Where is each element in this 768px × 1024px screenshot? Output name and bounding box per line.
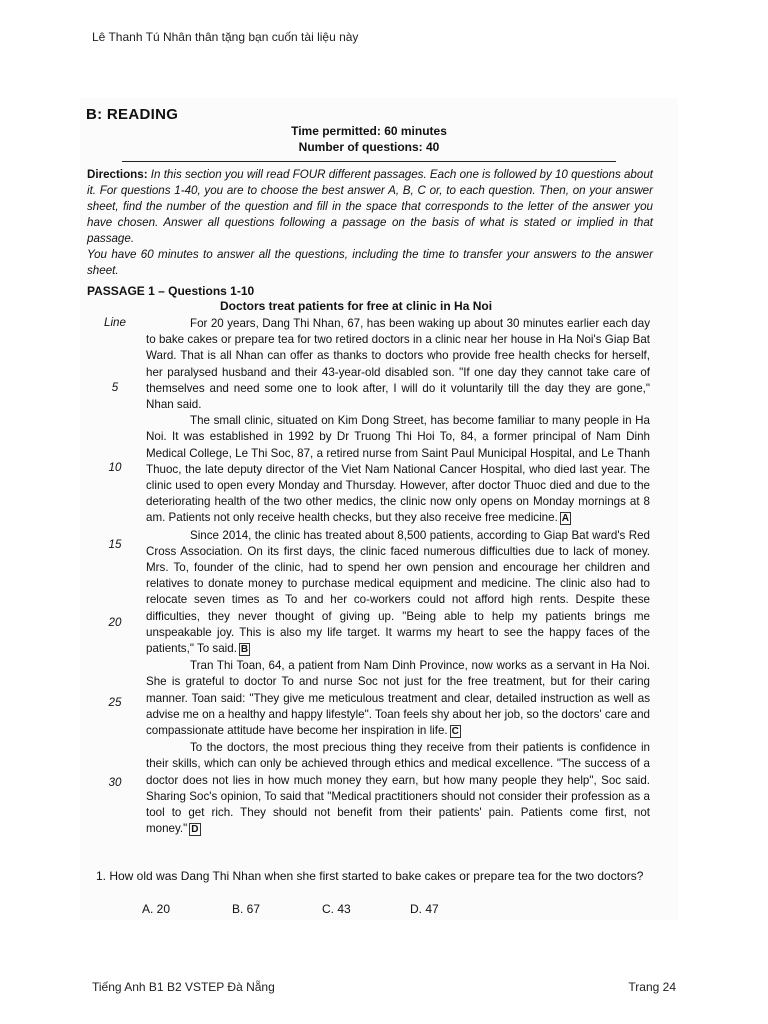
paragraph [146, 528, 650, 659]
option-a[interactable]: A. 20 [142, 902, 171, 916]
question-1: 1. How old was Dang Thi Nhan when she first started to bake cakes or prepare tea for the two doctors? [96, 869, 644, 883]
section-title: B: READING [86, 106, 179, 123]
paragraph [146, 316, 650, 413]
directions-time-note: You have 60 minutes to answer all the questions, including the time to transfer your answers to the answer sheet. [87, 248, 653, 277]
line-number-20: 20 [108, 616, 122, 629]
page-header-credit: Lê Thanh Tú Nhân thân tặng bạn cuốn tài liệu này [92, 30, 359, 44]
option-c[interactable]: C. 43 [322, 902, 351, 916]
question-count: Number of questions: 40 [298, 140, 440, 154]
paragraph [146, 658, 650, 740]
directions-block [87, 167, 653, 279]
passage-heading: PASSAGE 1 – Questions 1-10 [87, 284, 255, 298]
directions-text: In this section you will read FOUR different passages. Each one is followed by 10 questions about it. For questions 1-40, you are to choose the best answer A, B, C or, to each question. Then, on your answer sheet, find the number of the question and fill in the space that corresponds to the letter of the answer you have chosen. Answer all questions following a passage on the basis of what is stated or implied in that passage. [87, 168, 653, 245]
paragraph-text: The small clinic, situated on Kim Dong Street, has become familiar to many people in Ha Noi. It was established in 1992 by Dr Truong Thi Hoi To, 84, a former principal of Nam Dinh Medical College, Le Thi Soc, 87, a retired nurse from Saint Paul Municipal Hospital, and Le Thanh Thuoc, the late deputy director of the Viet Nam National Cancer Hospital, who died last year. The clinic used to open every Monday and Thursday. However, after doctor Thuoc died and due to the deteriorating health of the two other medics, the clinic now only opens on Monday mornings at 8 am. Patients not only receive health checks, but they also receive free medicine. [146, 414, 650, 525]
paragraph-text: Since 2014, the clinic has treated about 8,500 patients, according to Giap Bat ward's Red Cross Association. On its first days, the clinic faced numerous difficulties due to lack of money. Mrs. To, founder of the clinic, had to spend her own pension and encourage her children and relatives to donate money to purchase medical equipment and medicine. The clinic also had to relocate seven times as To and her co-workers could not afford high rents. Despite these difficulties, they never thought of giving up. "Being able to help my patients brings me unspeakable joy. This is also my life target. It warms my heart to see the happy faces of the patients," To said. [146, 528, 650, 656]
divider [122, 161, 616, 162]
insert-marker-d: D [191, 824, 199, 836]
paragraph-text: To the doctors, the most precious thing they receive from their patients is confidence in their skills, which can only be achieved through ethics and medical excellence. "The success of a doctor does not lies in how much money they earn, but how many people they help", Soc said. Sharing Soc's opinion, To said that "Medical practitioners should not consider their profession as a tool to get rich. They should not benefit from their patients' pain. Patients come first, not money." [146, 741, 650, 836]
page-number: Trang 24 [628, 980, 676, 994]
line-number-5: 5 [111, 381, 119, 394]
paragraph-text: Tran Thi Toan, 64, a patient from Nam Dinh Province, now works as a servant in Ha Noi. She is grateful to doctor To and nurse Soc not just for the free treatment, but for their caring manner. Toan said: "They give me meticulous treatment and clear, detailed instruction as well as advise me on a healthy and happy lifestyle". Toan feels shy about her job, so the doctors' care and compassionate attitude have become her inspiration in life. [146, 659, 650, 738]
line-number-30: 30 [108, 776, 122, 789]
line-number-15: 15 [108, 538, 122, 551]
paragraph [146, 413, 650, 527]
insert-marker-a: A [561, 513, 570, 525]
line-label: Line [104, 316, 126, 329]
option-d[interactable]: D. 47 [410, 902, 439, 916]
line-number-25: 25 [108, 696, 122, 709]
footer-title: Tiếng Anh B1 B2 VSTEP Đà Nẵng [92, 980, 275, 994]
line-number-10: 10 [108, 461, 122, 474]
passage-body [146, 316, 650, 839]
insert-marker-c: C [451, 726, 459, 738]
paragraph-text: For 20 years, Dang Thi Nhan, 67, has been waking up about 30 minutes earlier each day to bake cakes or prepare tea for two retired doctors in a clinic near her house in Ha Noi's Giap Bat Ward. That is all Nhan can offer as thanks to doctors who provide free health checks for herself, her paralysed husband and their 43-year-old disabled son. "If one day they cannot take care of themselves and need some one to look after, I will do it voluntarily till the day they are gone," Nhan said. [146, 317, 650, 412]
directions-label: Directions: [87, 168, 148, 181]
passage-title: Doctors treat patients for free at clinic in Ha Noi [219, 299, 493, 313]
insert-marker-b: B [240, 644, 249, 656]
time-permitted: Time permitted: 60 minutes [291, 124, 447, 138]
paragraph [146, 740, 650, 838]
option-b[interactable]: B. 67 [232, 902, 261, 916]
